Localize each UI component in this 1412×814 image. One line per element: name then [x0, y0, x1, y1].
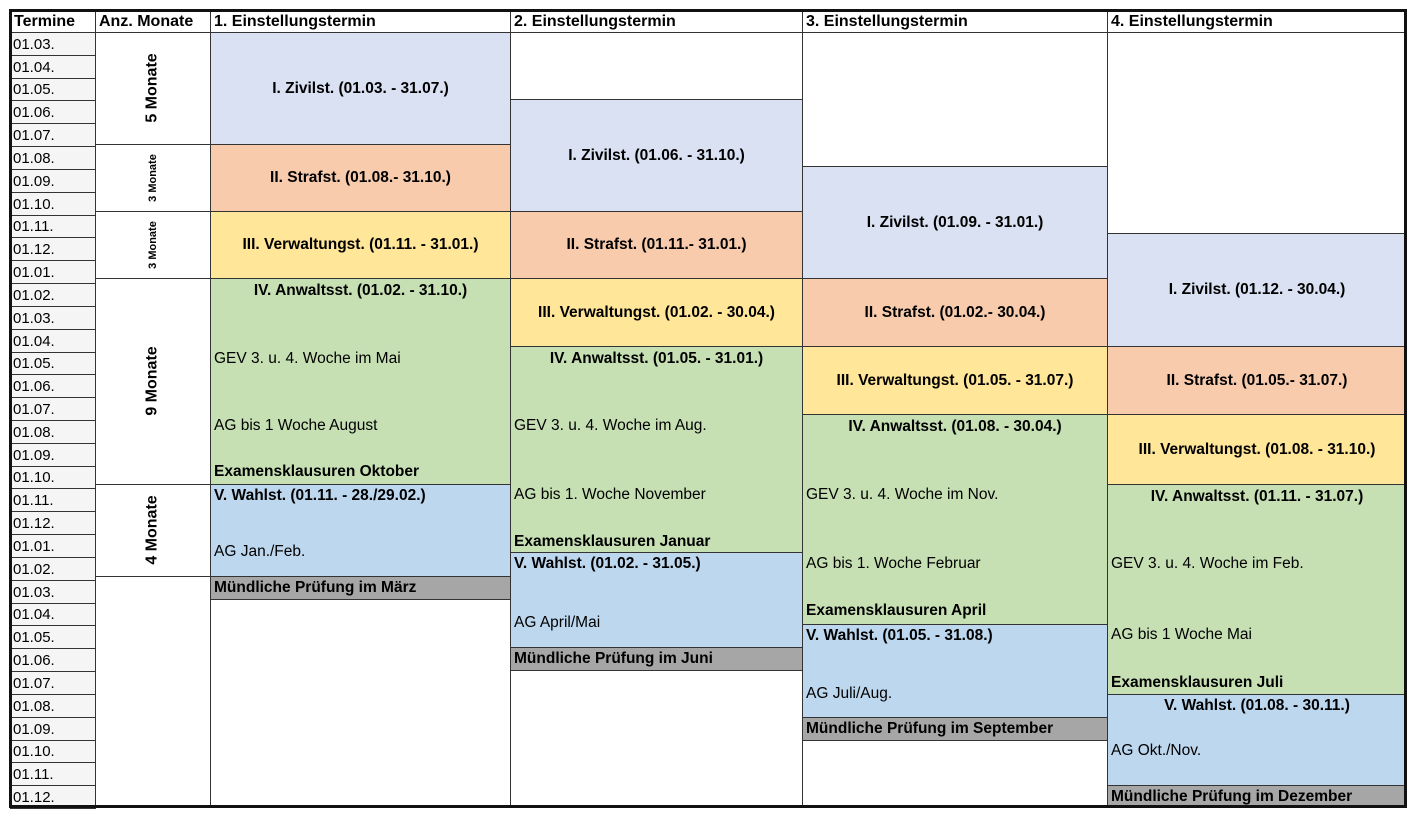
col2-wahl-ag: AG April/Mai	[514, 614, 601, 631]
months-group-1	[95, 32, 211, 145]
date-row: 01.06.	[10, 648, 96, 672]
date-row: 01.01.	[10, 260, 96, 284]
col3-ag: AG bis 1. Woche Februar	[806, 555, 981, 572]
date-row: 01.03.	[10, 32, 96, 56]
date-row: 01.05.	[10, 78, 96, 101]
months-label-3b: 3 Monate	[147, 220, 159, 269]
col4-exam: Examensklausuren Juli	[1111, 674, 1284, 691]
col3-gev: GEV 3. u. 4. Woche im Nov.	[806, 486, 999, 503]
col2-anwalt-title: IV. Anwaltsst. (01.05. - 31.01.)	[549, 350, 764, 367]
col3-muendlich	[802, 717, 1108, 741]
col1-muendlich-label: Mündliche Prüfung im März	[214, 579, 417, 596]
header-einstellungstermin-4: 4. Einstellungstermin	[1107, 10, 1407, 33]
col2-muendlich	[510, 647, 803, 671]
col2-strafstation: II. Strafst. (01.11.- 31.01.)	[510, 211, 803, 279]
header-termine: Termine	[10, 10, 96, 33]
col1-muendlich	[210, 576, 511, 600]
months-label-3a: 3 Monate	[147, 153, 159, 202]
col4-anwalt-title: IV. Anwaltsst. (01.11. - 31.07.)	[1150, 488, 1364, 505]
col4-wahlstation	[1107, 694, 1407, 786]
date-row: 01.03.	[10, 580, 96, 604]
date-row: 01.10.	[10, 466, 96, 489]
col2-zivilstation: I. Zivilst. (01.06. - 31.10.)	[510, 99, 803, 212]
col4-zivilstation: I. Zivilst. (01.12. - 30.04.)	[1107, 233, 1407, 347]
date-row: 01.09.	[10, 717, 96, 741]
col1-anwalt-title: IV. Anwaltsst. (01.02. - 31.10.)	[253, 282, 468, 299]
col2-wahl-title: V. Wahlst. (01.02. - 31.05.)	[514, 555, 701, 572]
col2-verwaltungsstation: III. Verwaltungst. (01.02. - 30.04.)	[510, 278, 803, 347]
col1-ag: AG bis 1 Woche August	[214, 417, 378, 434]
col1-wahlstation	[210, 484, 511, 577]
months-label-4: 4 Monate	[144, 495, 161, 565]
date-row: 01.11.	[10, 215, 96, 238]
col4-muendlich	[1107, 785, 1407, 808]
col1-verwaltungsstation: III. Verwaltungst. (01.11. - 31.01.)	[210, 211, 511, 279]
date-row: 01.11.	[10, 762, 96, 786]
col4-wahl-ag: AG Okt./Nov.	[1111, 742, 1202, 759]
months-label-9: 9 Monate	[144, 346, 161, 416]
col1-gev: GEV 3. u. 4. Woche im Mai	[214, 350, 401, 367]
col3-exam: Examensklausuren April	[806, 602, 987, 619]
date-row: 01.04.	[10, 55, 96, 79]
col3-muendlich-label: Mündliche Prüfung im September	[806, 720, 1054, 737]
date-row: 01.07.	[10, 671, 96, 695]
col2-wahlstation	[510, 552, 803, 648]
col4-gev: GEV 3. u. 4. Woche im Feb.	[1111, 555, 1304, 572]
months-group-5	[95, 484, 211, 577]
col3-zivilstation: I. Zivilst. (01.09. - 31.01.)	[802, 166, 1108, 279]
date-row: 01.10.	[10, 192, 96, 216]
date-row: 01.06.	[10, 374, 96, 398]
months-label-5: 5 Monate	[144, 53, 161, 123]
date-row: 01.04.	[10, 603, 96, 626]
months-group-2	[95, 144, 211, 212]
col1-wahl-title: V. Wahlst. (01.11. - 28./29.02.)	[214, 487, 426, 504]
header-einstellungstermin-3: 3. Einstellungstermin	[802, 10, 1108, 33]
col2-exam: Examensklausuren Januar	[514, 533, 711, 550]
col2-anwaltsstation	[510, 346, 803, 553]
col3-anwaltsstation	[802, 414, 1108, 625]
date-row: 01.09.	[10, 169, 96, 193]
header-einstellungstermin-1: 1. Einstellungstermin	[210, 10, 511, 33]
col3-wahlstation	[802, 624, 1108, 718]
col1-zivilstation: I. Zivilst. (01.03. - 31.07.)	[210, 32, 511, 145]
col2-muendlich-label: Mündliche Prüfung im Juni	[514, 650, 713, 667]
date-row: 01.12.	[10, 785, 96, 809]
col1-strafstation: II. Strafst. (01.08.- 31.10.)	[210, 144, 511, 212]
col4-muendlich-label: Mündliche Prüfung im Dezember	[1111, 788, 1353, 805]
col4-ag: AG bis 1 Woche Mai	[1111, 626, 1252, 643]
date-row: 01.05.	[10, 625, 96, 649]
col3-wahl-ag: AG Juli/Aug.	[806, 685, 893, 702]
date-row: 01.01.	[10, 534, 96, 558]
date-row: 01.10.	[10, 740, 96, 763]
col2-gev: GEV 3. u. 4. Woche im Aug.	[514, 417, 707, 434]
col3-strafstation: II. Strafst. (01.02.- 30.04.)	[802, 278, 1108, 347]
date-row: 01.12.	[10, 511, 96, 535]
col1-exam: Examensklausuren Oktober	[214, 463, 420, 480]
date-row: 01.08.	[10, 420, 96, 444]
col2-ag: AG bis 1. Woche November	[514, 486, 706, 503]
col4-strafstation: II. Strafst. (01.05.- 31.07.)	[1107, 346, 1407, 415]
date-row: 01.09.	[10, 443, 96, 467]
header-anz-monate: Anz. Monate	[95, 10, 211, 33]
date-row: 01.06.	[10, 100, 96, 124]
col4-anwaltsstation	[1107, 484, 1407, 695]
date-row: 01.11.	[10, 488, 96, 512]
date-row: 01.07.	[10, 123, 96, 147]
col1-anwaltsstation	[210, 278, 511, 485]
header-einstellungstermin-2: 2. Einstellungstermin	[510, 10, 803, 33]
col4-verwaltungsstation: III. Verwaltungst. (01.08. - 31.10.)	[1107, 414, 1407, 485]
col1-wahl-ag: AG Jan./Feb.	[214, 543, 306, 560]
col3-verwaltungsstation: III. Verwaltungst. (01.05. - 31.07.)	[802, 346, 1108, 415]
col3-anwalt-title: IV. Anwaltsst. (01.08. - 30.04.)	[848, 418, 1062, 435]
col4-wahl-title: V. Wahlst. (01.08. - 30.11.)	[1164, 697, 1350, 714]
date-row: 01.05.	[10, 352, 96, 375]
months-group-3	[95, 211, 211, 279]
date-row: 01.02.	[10, 283, 96, 307]
date-row: 01.03.	[10, 306, 96, 330]
months-group-4	[95, 278, 211, 485]
date-row: 01.07.	[10, 397, 96, 421]
date-row: 01.02.	[10, 557, 96, 581]
date-row: 01.12.	[10, 237, 96, 261]
date-row: 01.08.	[10, 146, 96, 170]
col3-wahl-title: V. Wahlst. (01.05. - 31.08.)	[806, 627, 993, 644]
date-row: 01.04.	[10, 329, 96, 353]
date-row: 01.08.	[10, 694, 96, 718]
